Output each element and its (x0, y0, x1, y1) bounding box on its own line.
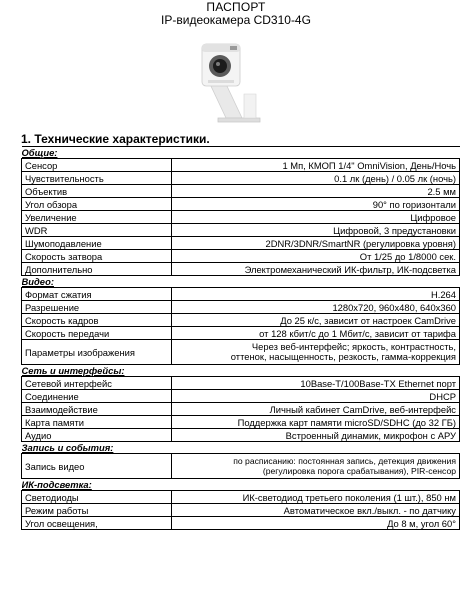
table-row (22, 288, 460, 301)
table-row (22, 314, 460, 327)
table-row (22, 491, 460, 504)
spec-value: Электромеханический ИК-фильтр, ИК-подсветка (172, 263, 460, 276)
table-row (22, 390, 460, 403)
spec-value: 2DNR/3DNR/SmartNR (регулировка уровня) (172, 237, 460, 250)
table-row (22, 172, 460, 185)
group-title: Видео: (22, 276, 460, 288)
group-general-header (22, 147, 460, 159)
document-title: ПАСПОРТ (206, 0, 266, 14)
group-title: Запись и события: (22, 442, 460, 454)
spec-value: Цифровой, 3 предустановки (172, 224, 460, 237)
table-row (22, 504, 460, 517)
spec-value: 2.5 мм (172, 185, 460, 198)
table-row (22, 159, 460, 172)
table-row (22, 454, 460, 479)
table-row (22, 250, 460, 263)
spec-label: Объектив (22, 185, 172, 198)
table-row (22, 416, 460, 429)
spec-value: Личный кабинет CamDrive, веб-интерфейс (172, 403, 460, 416)
document-subtitle: IP-видеокамера CD310-4G (161, 13, 311, 27)
spec-value: Встроенный динамик, микрофон с АРУ (172, 429, 460, 442)
spec-label: Запись видео (22, 454, 172, 479)
group-video-header (22, 276, 460, 288)
table-row (22, 198, 460, 211)
spec-value-line: оттенок, насыщенность, резкость, гамма-коррекция (230, 351, 456, 362)
spec-label: Угол освещения, (22, 517, 172, 530)
spec-label: Сенсор (22, 159, 172, 172)
spec-value-line: Через веб-интерфейс; яркость, контрастность, (251, 341, 456, 352)
spec-label: Шумоподавление (22, 237, 172, 250)
spec-value: 1 Мп, КМОП 1/4" OmniVision, День/Ночь (172, 159, 460, 172)
spec-label: Формат сжатия (22, 288, 172, 301)
table-row (22, 517, 460, 530)
table-row (22, 403, 460, 416)
spec-value: От 1/25 до 1/8000 сек. (172, 250, 460, 263)
spec-label: Сетевой интерфейс (22, 377, 172, 390)
spec-label: Угол обзора (22, 198, 172, 211)
spec-label: Скорость передачи (22, 327, 172, 340)
group-ir-header (22, 479, 460, 491)
spec-value: 10Base-T/100Base-TX Ethernet порт (172, 377, 460, 390)
spec-label: Разрешение (22, 301, 172, 314)
spec-value: DHCP (172, 390, 460, 403)
spec-value: Автоматическое вкл./выкл. - по датчику (172, 504, 460, 517)
table-row (22, 224, 460, 237)
spec-value: До 25 к/с, зависит от настроек CamDrive (172, 314, 460, 327)
spec-value: До 8 м, угол 60° (172, 517, 460, 530)
table-row (22, 429, 460, 442)
table-row (22, 340, 460, 365)
table-row (22, 185, 460, 198)
spec-value: Цифровое (172, 211, 460, 224)
table-row (22, 377, 460, 390)
spec-value: 1280x720, 960x480, 640x360 (172, 301, 460, 314)
group-title: Общие: (22, 147, 460, 159)
spec-value: H.264 (172, 288, 460, 301)
group-recording-header (22, 442, 460, 454)
spec-label: Режим работы (22, 504, 172, 517)
table-row (22, 263, 460, 276)
spec-value (172, 454, 460, 479)
group-network-header (22, 365, 460, 377)
spec-label: Чувствительность (22, 172, 172, 185)
spec-label: Взаимодействие (22, 403, 172, 416)
table-row (22, 211, 460, 224)
spec-value: 90° по горизонтали (172, 198, 460, 211)
spec-label: Параметры изображения (22, 340, 172, 365)
spec-value: от 128 кбит/с до 1 Мбит/с, зависит от тарифа (172, 327, 460, 340)
camera-photo (196, 34, 266, 124)
spec-label: Скорость затвора (22, 250, 172, 263)
table-row (22, 301, 460, 314)
specs-table (21, 146, 460, 530)
spec-value (172, 340, 460, 365)
spec-label: Светодиоды (22, 491, 172, 504)
spec-label: Скорость кадров (22, 314, 172, 327)
spec-value-line: (регулировка порога срабатывания), PIR-сенсор (262, 466, 456, 476)
spec-value: 0.1 лк (день) / 0.05 лк (ночь) (172, 172, 460, 185)
spec-label: Увеличение (22, 211, 172, 224)
spec-label: Соединение (22, 390, 172, 403)
table-row (22, 237, 460, 250)
spec-value: ИК-светодиод третьего поколения (1 шт.), 850 нм (172, 491, 460, 504)
spec-label: Аудио (22, 429, 172, 442)
section-title: 1. Технические характеристики. (21, 132, 210, 146)
group-title: ИК-подсветка: (22, 479, 460, 491)
document-header (0, 0, 472, 27)
spec-label: Карта памяти (22, 416, 172, 429)
spec-label: WDR (22, 224, 172, 237)
spec-value: Поддержка карт памяти microSD/SDHC (до 32 ГБ) (172, 416, 460, 429)
spec-value-line: по расписанию: постоянная запись, детекция движения (233, 456, 456, 466)
table-row (22, 327, 460, 340)
group-title: Сеть и интерфейсы: (22, 365, 460, 377)
spec-label: Дополнительно (22, 263, 172, 276)
